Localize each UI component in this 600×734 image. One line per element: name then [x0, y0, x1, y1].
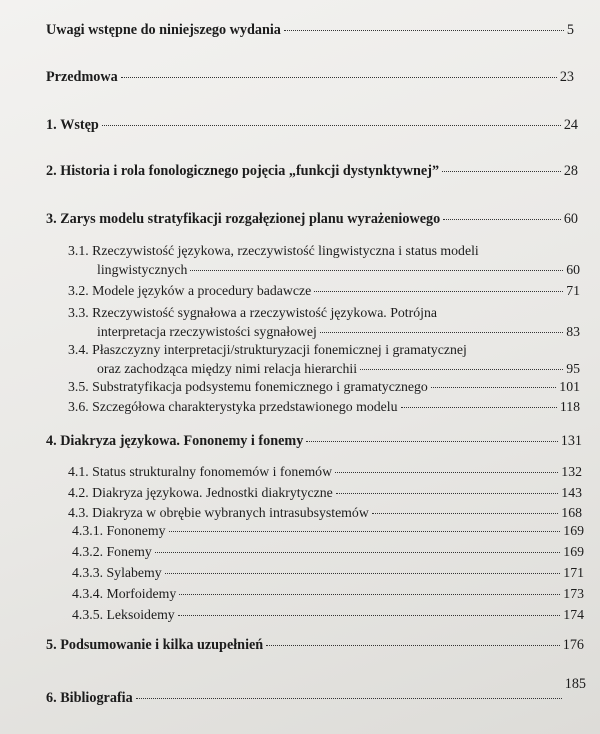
toc-section-4-2[interactable] [68, 485, 582, 501]
toc-page-number: 24 [563, 117, 578, 133]
chapter-number: 4. [46, 433, 57, 449]
toc-page-number: 101 [559, 379, 580, 394]
toc-page-number: 176 [562, 637, 584, 653]
leader-dots [314, 291, 563, 292]
chapter-number: 2. [46, 163, 57, 179]
leader-dots [102, 125, 561, 126]
leader-dots [169, 531, 561, 532]
toc-page-number: 28 [563, 163, 578, 179]
section-number: 4.3.2. [72, 544, 104, 559]
section-number: 4.3.5. [72, 607, 104, 622]
section-number: 3.3. [68, 305, 89, 320]
toc-page-number: 83 [566, 324, 580, 339]
toc-title: Wstęp [60, 117, 99, 133]
leader-dots [372, 513, 559, 514]
toc-chapter-2[interactable] [46, 163, 578, 180]
toc-section-4-1[interactable] [68, 464, 582, 480]
toc-title: Diakryza w obrębie wybranych intrasubsystemów [92, 505, 369, 520]
toc-page-number: 171 [563, 565, 584, 580]
toc-page-number: 23 [559, 69, 574, 85]
section-number: 3.4. [68, 342, 89, 357]
leader-dots [121, 77, 557, 78]
toc-section-3-2[interactable] [68, 283, 580, 299]
toc-page-number: 60 [566, 262, 580, 277]
toc-section-4-3[interactable] [68, 505, 582, 521]
toc-page-number: 169 [563, 523, 584, 538]
toc-title: Diakryza językowa. Fononemy i fonemy [60, 433, 304, 449]
toc-title: Sylabemy [106, 565, 162, 580]
toc-page-number: 60 [563, 211, 578, 227]
section-number: 4.3.4. [72, 586, 104, 601]
section-number: 4.3.3. [72, 565, 104, 580]
leader-dots [284, 30, 564, 31]
toc-chapter-6[interactable] [46, 676, 586, 707]
chapter-number: 3. [46, 211, 57, 227]
toc-title: Przedmowa [46, 69, 118, 85]
toc-title: Szczegółowa charakterystyka przedstawionego modelu [92, 399, 398, 414]
toc-title: Modele języków a procedury badawcze [92, 283, 312, 298]
toc-subsection-4-3-2[interactable] [72, 544, 584, 560]
toc-title: Bibliografia [60, 690, 133, 706]
toc-title: Historia i rola fonologicznego pojęcia „funkcji dystynktywnej” [60, 163, 440, 179]
toc-title: Leksoidemy [106, 607, 175, 622]
toc-page-number: 174 [563, 607, 584, 622]
toc-entry-intro-notes[interactable] [46, 22, 574, 39]
toc-page-number: 168 [561, 505, 582, 520]
toc-title-line-2: oraz zachodząca między nimi relacja hierarchii [97, 361, 358, 376]
leader-dots [179, 594, 560, 595]
leader-dots [306, 441, 557, 442]
section-number: 3.5. [68, 379, 89, 394]
toc-title-line-1: Płaszczyzny interpretacji/strukturyzacji fonemicznej i gramatycznej [92, 342, 467, 357]
leader-dots [401, 407, 557, 408]
leader-dots [335, 472, 558, 473]
section-number: 4.3.1. [72, 523, 104, 538]
toc-title-line-2: interpretacja rzeczywistości sygnałowej [97, 324, 317, 339]
toc-page-number: 131 [560, 433, 582, 449]
toc-title: Zarys modelu stratyfikacji rozgałęzionej planu wyrażeniowego [60, 211, 441, 227]
toc-page-number: 5 [566, 22, 574, 38]
toc-title: Substratyfikacja podsystemu fonemicznego i gramatycznego [92, 379, 428, 394]
toc-title-line-2: lingwistycznych [97, 262, 188, 277]
toc-page-number: 71 [566, 283, 580, 298]
toc-page-number: 143 [561, 485, 582, 500]
chapter-number: 6. [46, 690, 57, 706]
leader-dots [443, 219, 561, 220]
toc-section-3-5[interactable] [68, 379, 580, 395]
toc-chapter-1[interactable] [46, 117, 578, 134]
toc-page-number: 118 [559, 399, 580, 414]
chapter-number: 5. [46, 637, 57, 653]
section-number: 4.3. [68, 505, 89, 520]
section-number: 3.1. [68, 243, 89, 258]
chapter-number: 1. [46, 117, 57, 133]
toc-chapter-4[interactable] [46, 433, 582, 450]
toc-subsection-4-3-5[interactable] [72, 607, 584, 623]
toc-title-line-1: Rzeczywistość sygnałowa a rzeczywistość językowa. Potrójna [92, 305, 437, 320]
section-number: 3.6. [68, 399, 89, 414]
toc-title: Podsumowanie i kilka uzupełnień [60, 637, 264, 653]
toc-title: Uwagi wstępne do niniejszego wydania [46, 22, 281, 38]
toc-title: Status strukturalny fonomemów i fonemów [92, 464, 333, 479]
section-number: 4.1. [68, 464, 89, 479]
toc-title: Fononemy [106, 523, 166, 538]
toc-entry-preface[interactable] [46, 69, 574, 86]
section-number: 4.2. [68, 485, 89, 500]
toc-subsection-4-3-1[interactable] [72, 523, 584, 539]
leader-dots [165, 573, 561, 574]
toc-chapter-3[interactable] [46, 211, 578, 228]
leader-dots [190, 270, 563, 271]
leader-dots [178, 615, 561, 616]
toc-subsection-4-3-4[interactable] [72, 586, 584, 602]
toc-title-line-1: Rzeczywistość językowa, rzeczywistość lingwistyczna i status modeli [92, 243, 479, 258]
toc-section-3-1[interactable] [68, 241, 580, 279]
toc-title: Diakryza językowa. Jednostki diakrytyczne [92, 485, 333, 500]
toc-title: Fonemy [106, 544, 152, 559]
section-number: 3.2. [68, 283, 89, 298]
toc-page-number: 169 [563, 544, 584, 559]
leader-dots [360, 369, 563, 370]
toc-page-number: 185 [564, 676, 586, 692]
toc-chapter-5[interactable] [46, 637, 584, 654]
leader-dots [266, 645, 560, 646]
toc-section-3-6[interactable] [68, 399, 580, 415]
toc-page-number: 132 [561, 464, 582, 479]
toc-page-number: 173 [563, 586, 584, 601]
toc-subsection-4-3-3[interactable] [72, 565, 584, 581]
toc-section-3-3[interactable] [68, 303, 580, 341]
leader-dots [136, 698, 562, 699]
toc-page-number: 95 [566, 361, 580, 376]
leader-dots [155, 552, 561, 553]
leader-dots [320, 332, 563, 333]
leader-dots [336, 493, 559, 494]
leader-dots [431, 387, 557, 388]
toc-section-3-4[interactable] [68, 340, 580, 378]
toc-title: Morfoidemy [106, 586, 177, 601]
leader-dots [442, 171, 561, 172]
